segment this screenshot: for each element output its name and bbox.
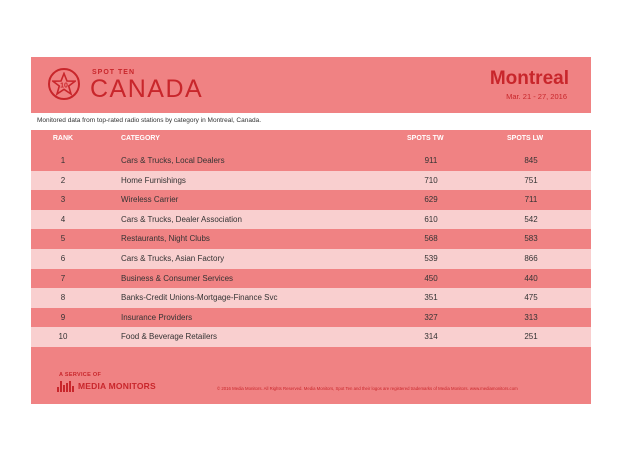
- description-bar: [31, 113, 591, 130]
- table-row: [31, 210, 591, 230]
- table-row: [31, 171, 591, 191]
- description-text: Monitored data from top-rated radio stations by category in Montreal, Canada.: [37, 117, 262, 124]
- star-icon: [52, 72, 76, 96]
- logo-number: 10: [60, 82, 68, 90]
- cell-category: Cars & Trucks, Dealer Association: [121, 214, 242, 224]
- cell-rank: 5: [60, 234, 66, 244]
- table-row: [31, 308, 591, 328]
- cell-category: Business & Consumer Services: [121, 273, 234, 283]
- cell-spots-lw: 313: [524, 312, 538, 322]
- cell-category: Banks-Credit Unions-Mortgage-Finance Svc: [121, 293, 278, 303]
- cell-category: Wireless Carrier: [121, 195, 179, 205]
- cell-spots-tw: 450: [424, 273, 438, 283]
- cell-category: Cars & Trucks, Local Dealers: [121, 156, 225, 165]
- cell-spots-tw: 539: [424, 253, 438, 263]
- cell-spots-lw: 440: [524, 273, 538, 283]
- cell-spots-tw: 568: [424, 234, 438, 244]
- brand-subtitle: SPOT TEN: [92, 69, 136, 76]
- cell-rank: 8: [60, 293, 66, 303]
- cell-spots-lw: 583: [524, 234, 538, 244]
- table-row: [31, 151, 591, 171]
- cell-category: Restaurants, Night Clubs: [121, 234, 210, 244]
- header-rank: RANK: [52, 135, 74, 142]
- cell-spots-lw: 751: [524, 175, 538, 185]
- cell-spots-lw: 711: [524, 195, 538, 205]
- media-monitors-logo: [57, 380, 156, 392]
- header-category: CATEGORY: [121, 135, 160, 142]
- cell-spots-tw: 710: [424, 175, 438, 185]
- cell-rank: 4: [60, 214, 66, 224]
- cell-rank: 9: [60, 312, 66, 322]
- cell-category: Insurance Providers: [121, 312, 193, 322]
- service-label: A SERVICE OF: [59, 372, 102, 378]
- table-row: [31, 288, 591, 308]
- cell-rank: 10: [58, 332, 68, 342]
- cell-spots-tw: 314: [424, 332, 438, 342]
- cell-category: Cars & Trucks, Asian Factory: [121, 253, 225, 263]
- cell-spots-lw: 845: [524, 156, 538, 165]
- brand-title: CANADA: [90, 75, 204, 103]
- date-range: Mar. 21 - 27, 2016: [506, 92, 567, 101]
- cell-rank: 7: [60, 273, 66, 283]
- cell-category: Food & Beverage Retailers: [121, 332, 218, 342]
- header-spots-lw: SPOTS LW: [507, 135, 544, 142]
- cell-category: Home Furnishings: [121, 175, 186, 185]
- header-spots-tw: SPOTS TW: [407, 135, 444, 142]
- table-row: [31, 327, 591, 347]
- cell-spots-lw: 866: [524, 253, 538, 263]
- cell-spots-lw: 475: [524, 293, 538, 303]
- cell-spots-lw: 251: [524, 332, 538, 342]
- report-card: [31, 57, 591, 404]
- cell-spots-lw: 542: [524, 214, 538, 224]
- cell-spots-tw: 327: [424, 312, 438, 322]
- cell-rank: 1: [60, 156, 66, 165]
- cell-spots-tw: 629: [424, 195, 438, 205]
- cell-rank: 3: [60, 195, 66, 205]
- city-title: Montreal: [489, 68, 569, 89]
- copyright-text: © 2016 Media Monitors. All Rights Reserved. Media Monitors, Spot Ten and their logos are registered trademarks of Media Monitors. www.mediamonitors.com: [217, 386, 518, 391]
- table-row: [31, 190, 591, 210]
- cell-spots-tw: 610: [424, 214, 438, 224]
- table-row: [31, 229, 591, 249]
- company-name: MEDIA MONITORS: [78, 381, 156, 391]
- table-row: [31, 249, 591, 269]
- table-body: [31, 151, 591, 347]
- table-row: [31, 269, 591, 289]
- spot-ten-logo: [48, 68, 80, 100]
- cell-rank: 2: [60, 175, 66, 185]
- cell-spots-tw: 351: [424, 293, 438, 303]
- bars-icon: [57, 381, 75, 392]
- cell-spots-tw: 911: [424, 156, 438, 165]
- cell-rank: 6: [60, 253, 66, 263]
- table-header: [31, 135, 591, 147]
